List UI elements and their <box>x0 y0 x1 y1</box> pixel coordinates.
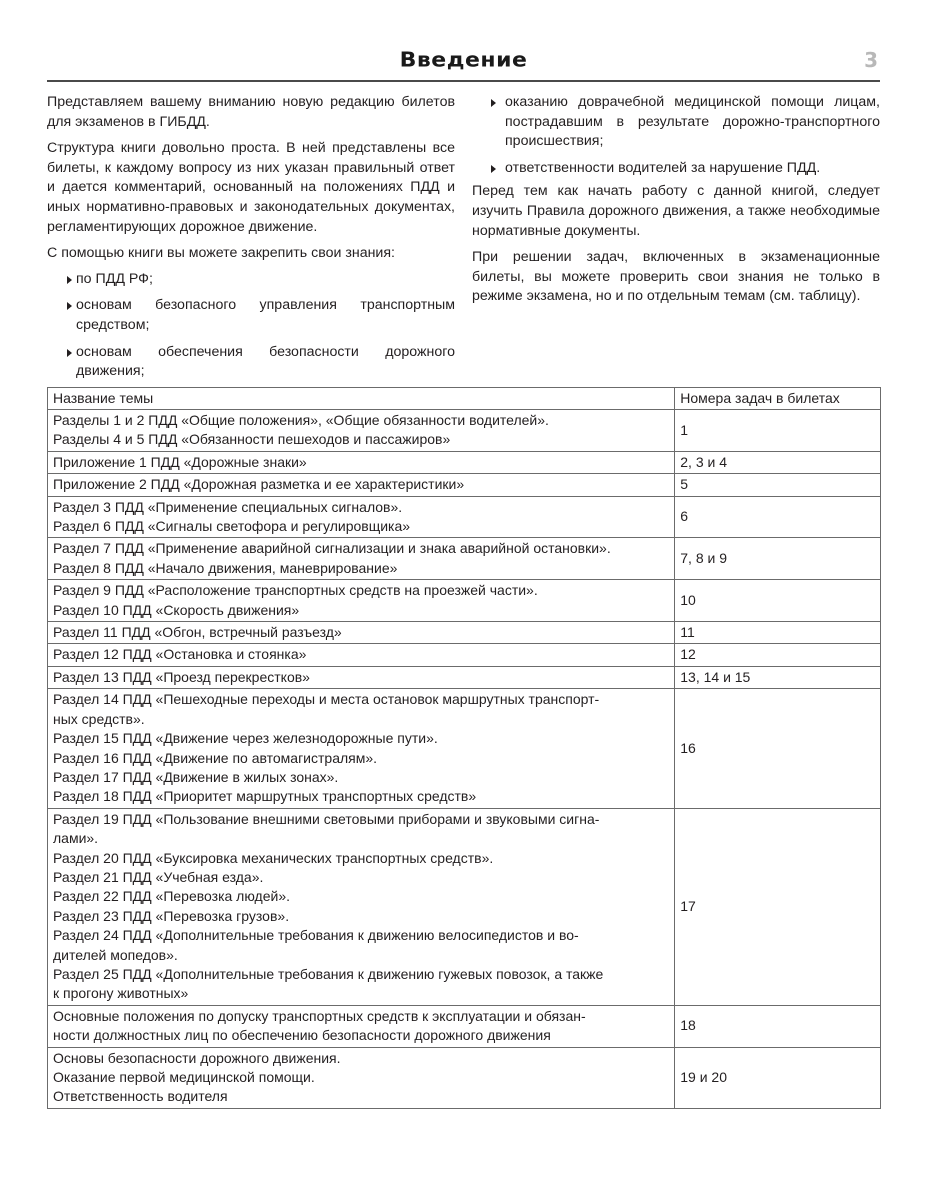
topic-line: Приложение 2 ПДД «Дорожная разметка и ее характеристики» <box>53 476 465 493</box>
numbers-cell: 2, 3 и 4 <box>675 451 881 473</box>
knowledge-list-continued <box>472 93 880 178</box>
topic-cell <box>48 1005 675 1047</box>
triangle-bullet-icon <box>67 276 72 284</box>
topic-line: Раздел 11 ПДД «Обгон, встречный разъезд» <box>53 624 342 641</box>
preparation-paragraph: Перед тем как начать работу с данной книгой, следует изучить Правила дорожного движения, а также необходимые нормативные документы. <box>472 183 880 239</box>
intro-paragraph: Представляем вашему вниманию новую редакцию билетов для экзаменов в ГИБДД. <box>47 94 455 130</box>
list-item <box>472 159 880 179</box>
numbers-cell: 11 <box>675 622 881 644</box>
topic-cell <box>48 808 675 1005</box>
page-title: Введение <box>399 49 528 72</box>
numbers-cell: 5 <box>675 474 881 496</box>
list-item <box>472 93 880 152</box>
table-header-row <box>48 388 881 410</box>
topic-cell <box>48 622 675 644</box>
list-item <box>47 270 455 290</box>
table-row <box>48 496 881 538</box>
topic-line: Основы безопасности дорожного движения. <box>53 1049 341 1066</box>
table-row <box>48 451 881 473</box>
topic-cell <box>48 644 675 666</box>
right-column <box>472 93 880 389</box>
topic-line: Раздел 9 ПДД «Расположение транспортных средств на проезжей части». <box>53 582 538 599</box>
topic-line: Оказание первой медицинской помощи. <box>53 1069 315 1085</box>
topic-line: Раздел 21 ПДД «Учебная езда». <box>53 868 264 885</box>
column-header-numbers: Номера задач в билетах <box>675 388 881 410</box>
topic-cell <box>48 474 675 496</box>
structure-paragraph: Структура книги довольно проста. В ней представлены все билеты, к каждому вопросу из них указан правильный ответ и дается комментарий, основанный на положениях ПДД и иных нормативно-правовых и законодательных документах, регламентирующих дорожное движение. <box>47 140 455 235</box>
numbers-cell: 10 <box>675 580 881 622</box>
table-row <box>48 644 881 666</box>
list-item-text: оказанию доврачебной медицинской помощи лицам, пострадавшим в результате дорожно-транспортного происшествия; <box>505 94 880 150</box>
numbers-cell: 12 <box>675 644 881 666</box>
topic-cell <box>48 451 675 473</box>
triangle-bullet-icon <box>491 99 496 107</box>
numbers-cell: 1 <box>675 410 881 452</box>
topic-line: Приложение 1 ПДД «Дорожные знаки» <box>53 453 307 470</box>
table-row <box>48 1005 881 1047</box>
list-item-text: основам безопасного управления транспортным средством; <box>76 297 455 333</box>
table-row <box>48 622 881 644</box>
numbers-cell: 6 <box>675 496 881 538</box>
topic-line: Раздел 3 ПДД «Применение специальных сигналов». <box>53 498 403 515</box>
topic-cell <box>48 580 675 622</box>
table-row <box>48 538 881 580</box>
topic-line: Раздел 15 ПДД «Движение через железнодорожные пути». <box>53 730 438 747</box>
topic-line: Раздел 8 ПДД «Начало движения, маневрирование» <box>53 559 398 576</box>
topic-line: ности должностных лиц по обеспечению безопасности дорожного движения <box>53 1027 551 1044</box>
table-row <box>48 474 881 496</box>
table-row <box>48 580 881 622</box>
table-row <box>48 410 881 452</box>
topic-line: Раздел 10 ПДД «Скорость движения» <box>53 601 300 618</box>
numbers-cell: 19 и 20 <box>675 1047 881 1108</box>
triangle-bullet-icon <box>67 302 72 310</box>
table-row <box>48 808 881 1005</box>
topic-cell <box>48 689 675 808</box>
topic-cell <box>48 538 675 580</box>
knowledge-lead-paragraph: С помощью книги вы можете закрепить свои знания: <box>47 245 395 262</box>
topic-line: Раздел 14 ПДД «Пешеходные переходы и места остановок маршрутных транспорт- <box>53 691 600 708</box>
topic-line: дителей мопедов». <box>53 946 178 963</box>
topic-line: лами». <box>53 830 99 847</box>
table-row <box>48 689 881 808</box>
topic-line: Раздел 24 ПДД «Дополнительные требования к движению велосипедистов и во- <box>53 927 579 944</box>
topic-line: Раздел 7 ПДД «Применение аварийной сигнализации и знака аварийной остановки». <box>53 540 611 557</box>
left-column <box>47 93 455 389</box>
knowledge-list <box>47 270 455 382</box>
topic-line: Раздел 17 ПДД «Движение в жилых зонах». <box>53 768 339 785</box>
topic-cell <box>48 1047 675 1108</box>
topics-table <box>47 387 881 1109</box>
table-row <box>48 666 881 688</box>
topic-line: Основные положения по допуску транспортных средств к эксплуатации и обязан- <box>53 1007 586 1024</box>
topic-cell <box>48 496 675 538</box>
topic-line: Раздел 16 ПДД «Движение по автомагистралям». <box>53 749 378 766</box>
column-header-topic: Название темы <box>48 388 675 410</box>
page-header <box>47 44 880 82</box>
topic-line: Раздел 25 ПДД «Дополнительные требования к движению гужевых повозок, а также <box>53 965 604 982</box>
topic-line: к прогону животных» <box>53 985 189 1002</box>
tasks-paragraph: При решении задач, включенных в экзаменационные билеты, вы можете проверить свои знания не только в режиме экзамена, но и по отдельным темам (см. таблицу). <box>472 249 880 305</box>
topic-line: Раздел 18 ПДД «Приоритет маршрутных транспортных средств» <box>53 788 477 805</box>
topic-cell <box>48 410 675 452</box>
intro-columns <box>47 93 880 389</box>
page-number: 3 <box>864 48 878 72</box>
list-item <box>47 296 455 335</box>
topic-line: Разделы 1 и 2 ПДД «Общие положения», «Общие обязанности водителей». <box>53 412 549 428</box>
numbers-cell: 18 <box>675 1005 881 1047</box>
triangle-bullet-icon <box>491 165 496 173</box>
list-item-text: ответственности водителей за нарушение ПДД. <box>505 159 821 176</box>
topic-line: Раздел 19 ПДД «Пользование внешними световыми приборами и звуковыми сигна- <box>53 810 600 827</box>
topic-line: Раздел 22 ПДД «Перевозка людей». <box>53 888 290 905</box>
numbers-cell: 17 <box>675 808 881 1005</box>
numbers-cell: 13, 14 и 15 <box>675 666 881 688</box>
list-item-text: по ПДД РФ; <box>76 270 153 287</box>
topic-line: Раздел 13 ПДД «Проезд перекрестков» <box>53 668 310 685</box>
topic-line: Раздел 23 ПДД «Перевозка грузов». <box>53 907 290 924</box>
list-item <box>47 343 455 382</box>
triangle-bullet-icon <box>67 349 72 357</box>
topic-line: Разделы 4 и 5 ПДД «Обязанности пешеходов и пассажиров» <box>53 431 451 448</box>
topic-line: Раздел 6 ПДД «Сигналы светофора и регулировщика» <box>53 518 411 535</box>
numbers-cell: 16 <box>675 689 881 808</box>
topic-line: Раздел 12 ПДД «Остановка и стоянка» <box>53 646 307 663</box>
topic-cell <box>48 666 675 688</box>
topic-line: Раздел 20 ПДД «Буксировка механических транспортных средств». <box>53 849 494 866</box>
topic-line: Ответственность водителя <box>53 1088 228 1105</box>
topic-line: ных средств». <box>53 710 145 727</box>
numbers-cell: 7, 8 и 9 <box>675 538 881 580</box>
table-row <box>48 1047 881 1108</box>
list-item-text: основам обеспечения безопасности дорожного движения; <box>76 343 455 380</box>
